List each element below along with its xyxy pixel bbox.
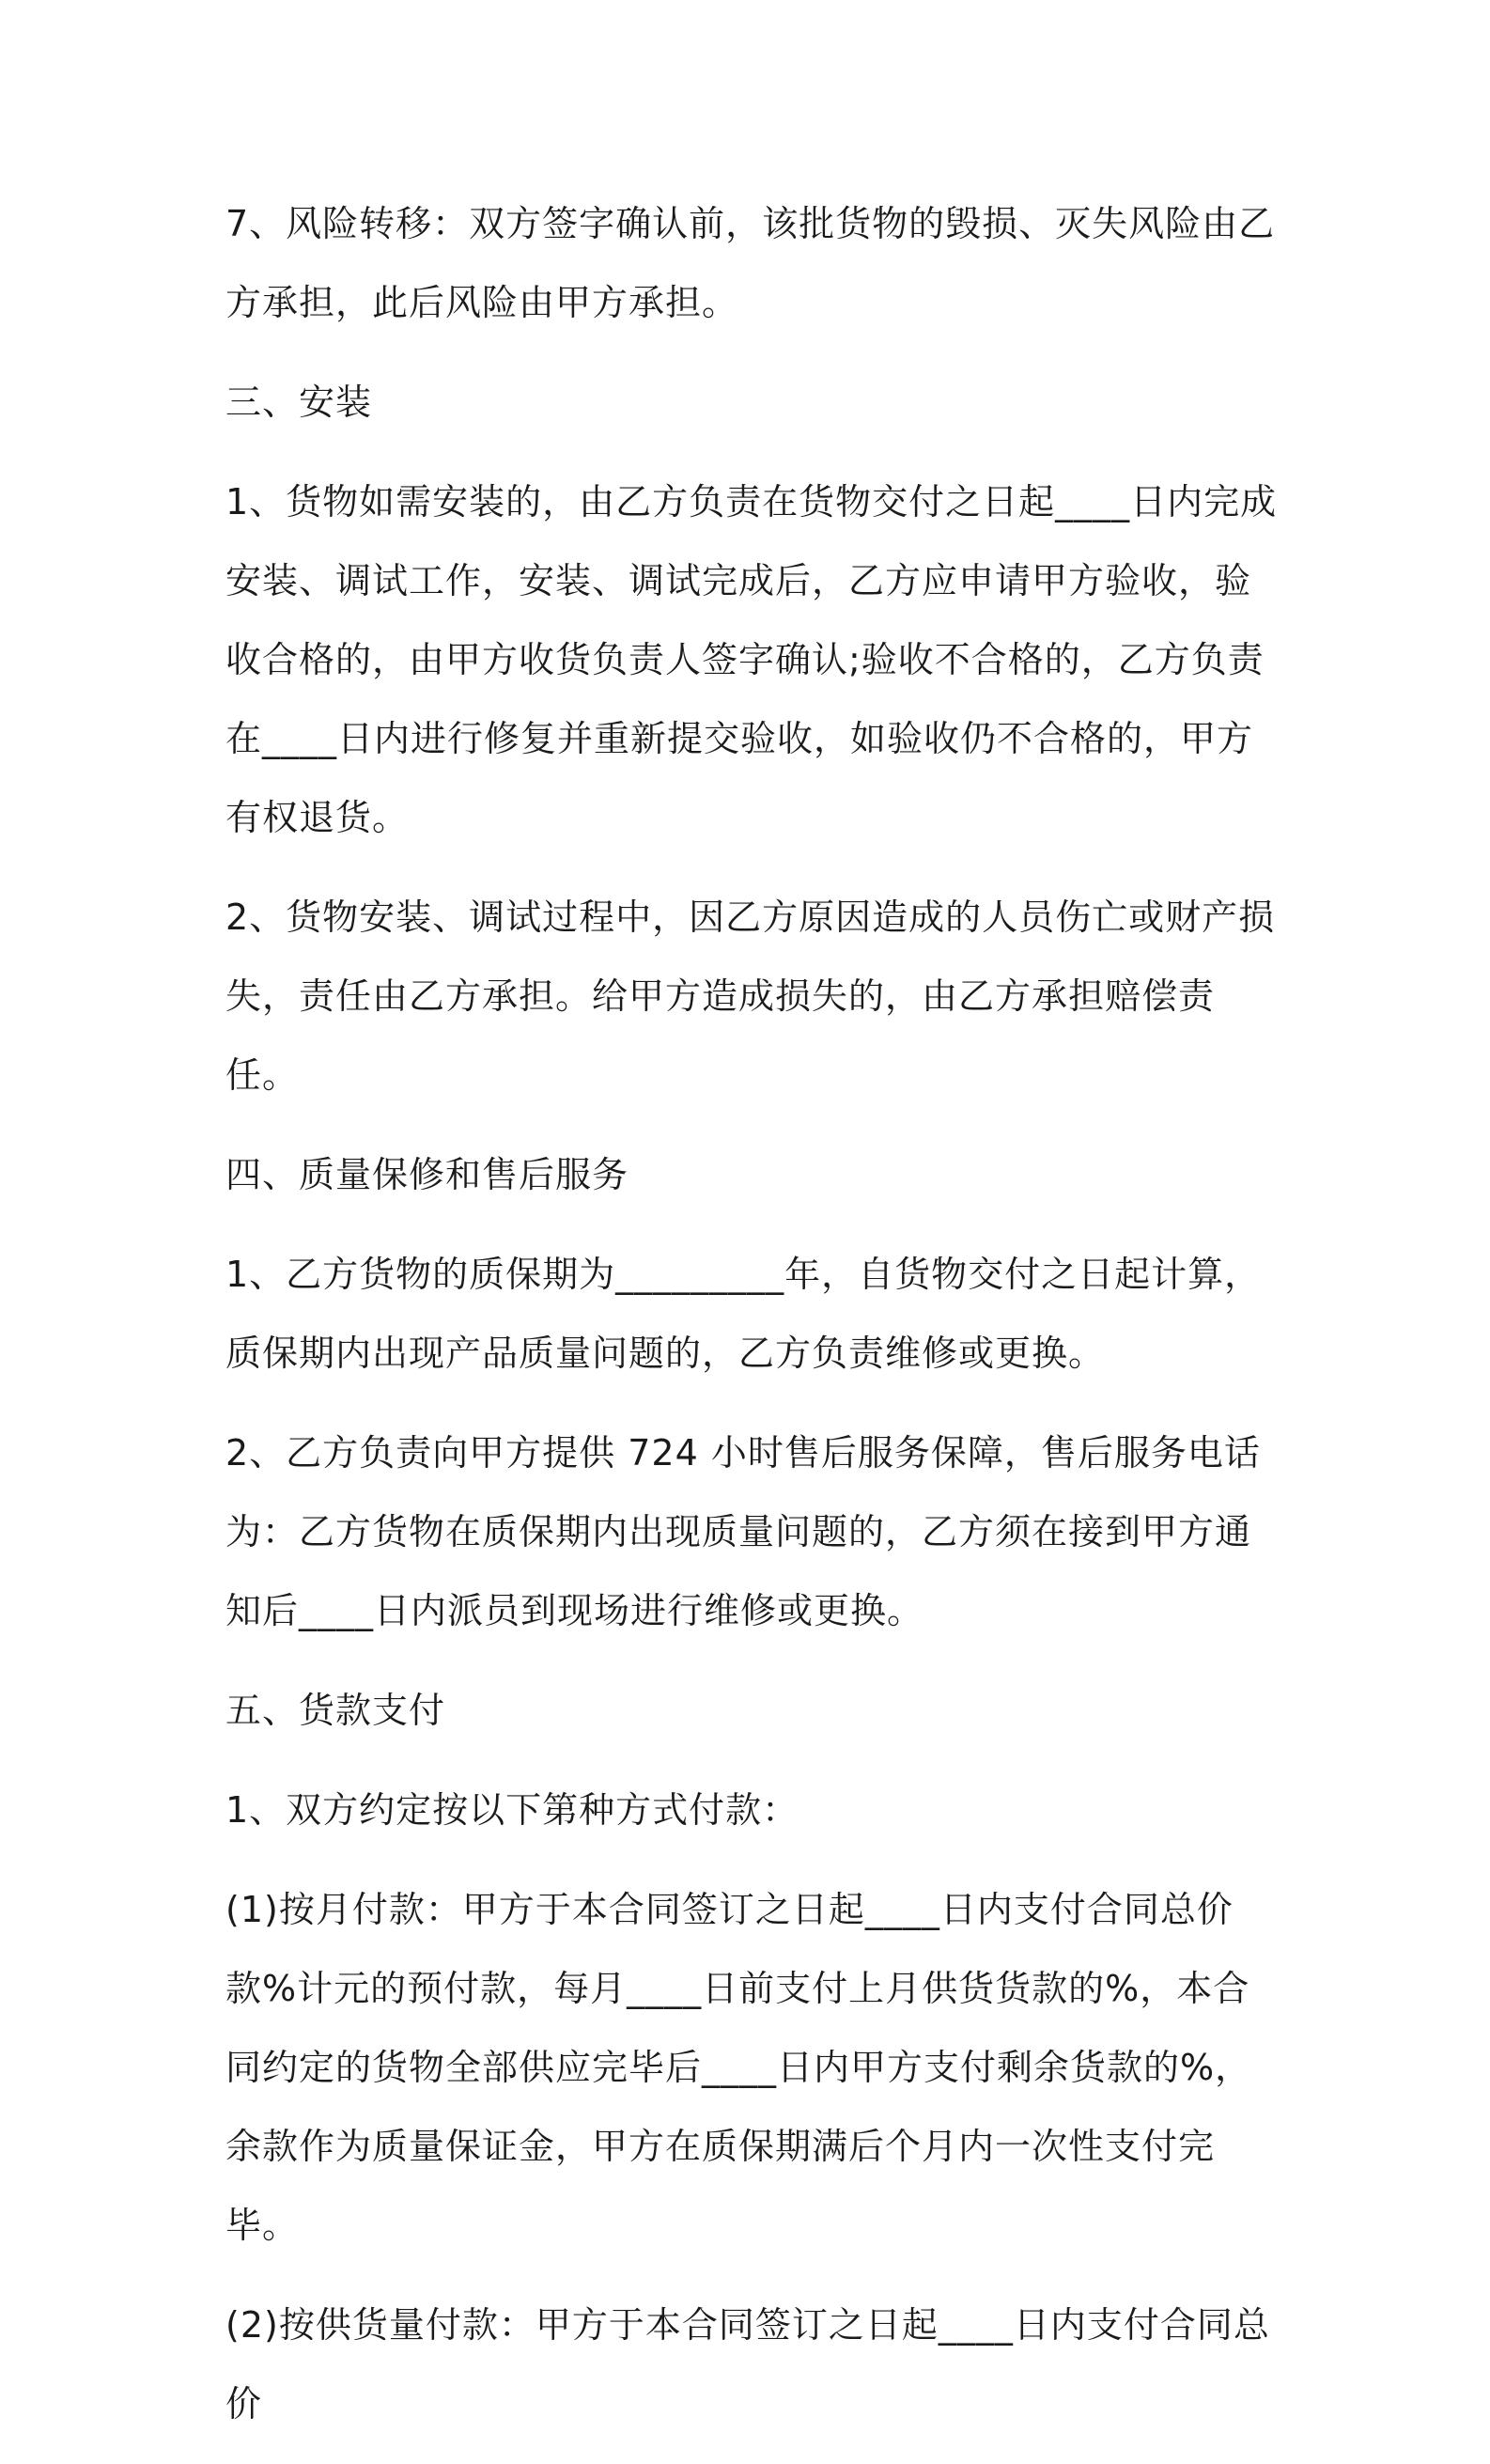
document-body bbox=[225, 184, 1278, 2464]
clause-installation-1: 1、货物如需安装的，由乙方负责在货物交付之日起____日内完成安装、调试工作，安装、调试完成后，乙方应申请甲方验收，验收合格的，由甲方收货负责人签字确认;验收不合格的，乙方负责在____日内进行修复并重新提交验收，如验收仍不合格的，甲方有权退货。 bbox=[225, 481, 1278, 838]
clause-warranty-2: 2、乙方负责向甲方提供 724 小时售后服务保障，售后服务电话为：乙方货物在质保期内出现质量问题的，乙方须在接到甲方通知后____日内派员到现场进行维修或更换。 bbox=[225, 1432, 1261, 1631]
clause-installation-2: 2、货物安装、调试过程中，因乙方原因造成的人员伤亡或财产损失，责任由乙方承担。给甲方造成损失的，由乙方承担赔偿责任。 bbox=[225, 897, 1276, 1096]
section-heading-warranty: 四、质量保修和售后服务 bbox=[225, 1154, 629, 1195]
clause-payment-by-volume: (2)按供货量付款：甲方于本合同签订之日起____日内支付合同总价 bbox=[225, 2304, 1270, 2425]
clause-payment-1: 1、双方约定按以下第种方式付款： bbox=[225, 1789, 799, 1831]
clause-payment-monthly: (1)按月付款：甲方于本合同签订之日起____日内支付合同总价款%计元的预付款，每月____日前支付上月供货货款的%，本合同约定的货物全部供应完毕后____日内甲方支付剩余货款的%，余款作为质量保证金，甲方在质保期满后个月内一次性支付完毕。 bbox=[225, 1889, 1252, 2246]
section-heading-payment: 五、货款支付 bbox=[225, 1690, 446, 1731]
clause-7-risk-transfer: 7、风险转移：双方签字确认前，该批货物的毁损、灭失风险由乙方承担，此后风险由甲方承担。 bbox=[225, 203, 1276, 323]
section-heading-installation: 三、安装 bbox=[225, 382, 373, 423]
clause-warranty-1: 1、乙方货物的质保期为_________年，自货物交付之日起计算，质保期内出现产品质量问题的，乙方负责维修或更换。 bbox=[225, 1254, 1262, 1374]
